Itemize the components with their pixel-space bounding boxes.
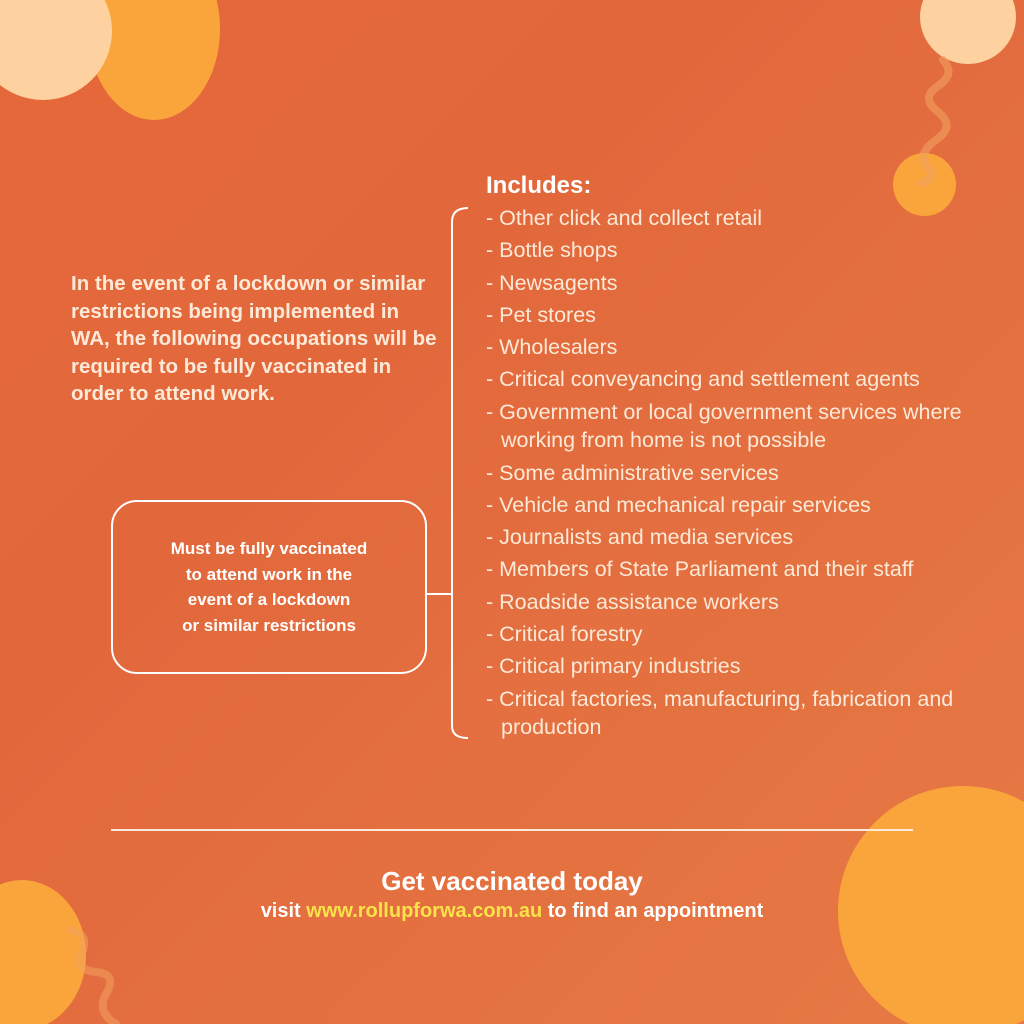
callout-box (111, 500, 427, 674)
callout-text: Must be fully vaccinated to attend work in the event of a lockdown or similar restrictions (170, 539, 368, 635)
list-item: - Government or local government services where working from home is not possible (486, 399, 962, 453)
cta-line (0, 900, 1024, 923)
list-item: - Critical factories, manufacturing, fabrication and production (486, 686, 954, 740)
list-item: - Vehicle and mechanical repair services (486, 492, 871, 517)
list-item: - Critical conveyancing and settlement agents (486, 367, 920, 392)
list-item: - Critical primary industries (486, 654, 741, 679)
cta-title: Get vaccinated today (381, 866, 643, 896)
list-item: - Members of State Parliament and their staff (486, 557, 914, 582)
cta-prefix: visit (260, 900, 307, 922)
divider (111, 829, 913, 831)
list-item: - Bottle shops (486, 238, 618, 263)
intro-text: In the event of a lockdown or similar restrictions being implemented in WA, the following occupations will be required to be fully vaccinated in order to attend work. (71, 272, 437, 405)
list-item: - Pet stores (486, 302, 596, 327)
list-item: - Some administrative services (486, 460, 779, 485)
list-item: - Wholesalers (486, 335, 618, 360)
list-item: - Newsagents (486, 270, 618, 295)
list-item: - Roadside assistance workers (486, 589, 779, 614)
list-item: - Other click and collect retail (486, 206, 763, 230)
includes-heading: Includes: (486, 172, 592, 199)
occupations-list (486, 204, 966, 745)
list-item: - Journalists and media services (486, 525, 794, 550)
website-link[interactable]: www.rollupforwa.com.au (306, 900, 543, 922)
list-item: - Critical forestry (486, 622, 643, 647)
cta-suffix: to find an appointment (542, 900, 764, 922)
